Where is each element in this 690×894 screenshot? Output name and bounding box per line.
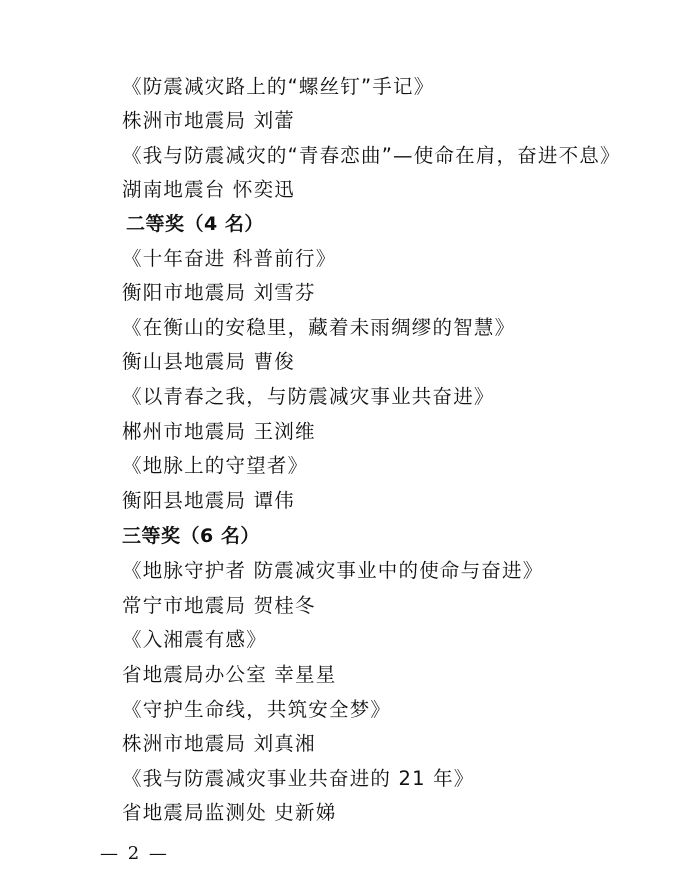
award-title: 《我与防震减灾事业共奋进的 21 年》: [122, 767, 475, 790]
award-title: 《防震减灾路上的“螺丝钉”手记》: [122, 75, 435, 98]
award-author: 株洲市地震局 刘蕾: [122, 109, 295, 132]
award-title: 《入湘震有感》: [122, 628, 267, 651]
award-title: 《以青春之我，与防震减灾事业共奋进》: [122, 385, 495, 408]
award-author: 省地震局监测处 史新娣: [122, 801, 337, 824]
section-heading-second-prize: 二等奖（4 名）: [126, 213, 264, 235]
award-author: 衡阳县地震局 谭伟: [122, 489, 295, 512]
award-author: 省地震局办公室 幸星星: [122, 663, 337, 686]
award-author: 常宁市地震局 贺桂冬: [122, 594, 316, 617]
award-author: 郴州市地震局 王浏维: [122, 420, 316, 443]
award-author: 湖南地震台 怀奕迅: [122, 178, 295, 201]
award-title: 《地脉上的守望者》: [122, 454, 309, 477]
award-title: 《我与防震减灾的“青春恋曲”—使命在肩，奋进不息》: [122, 144, 621, 167]
page-number: — 2 —: [100, 843, 169, 864]
award-title: 《地脉守护者 防震减灾事业中的使命与奋进》: [122, 559, 544, 582]
award-title: 《在衡山的安稳里，藏着未雨绸缪的智慧》: [122, 316, 516, 339]
section-heading-third-prize: 三等奖（6 名）: [122, 525, 260, 547]
award-title: 《守护生命线，共筑安全梦》: [122, 698, 392, 721]
award-author: 衡阳市地震局 刘雪芬: [122, 281, 316, 304]
award-author: 株洲市地震局 刘真湘: [122, 732, 316, 755]
award-title: 《十年奋进 科普前行》: [122, 247, 337, 270]
award-author: 衡山县地震局 曹俊: [122, 350, 295, 373]
